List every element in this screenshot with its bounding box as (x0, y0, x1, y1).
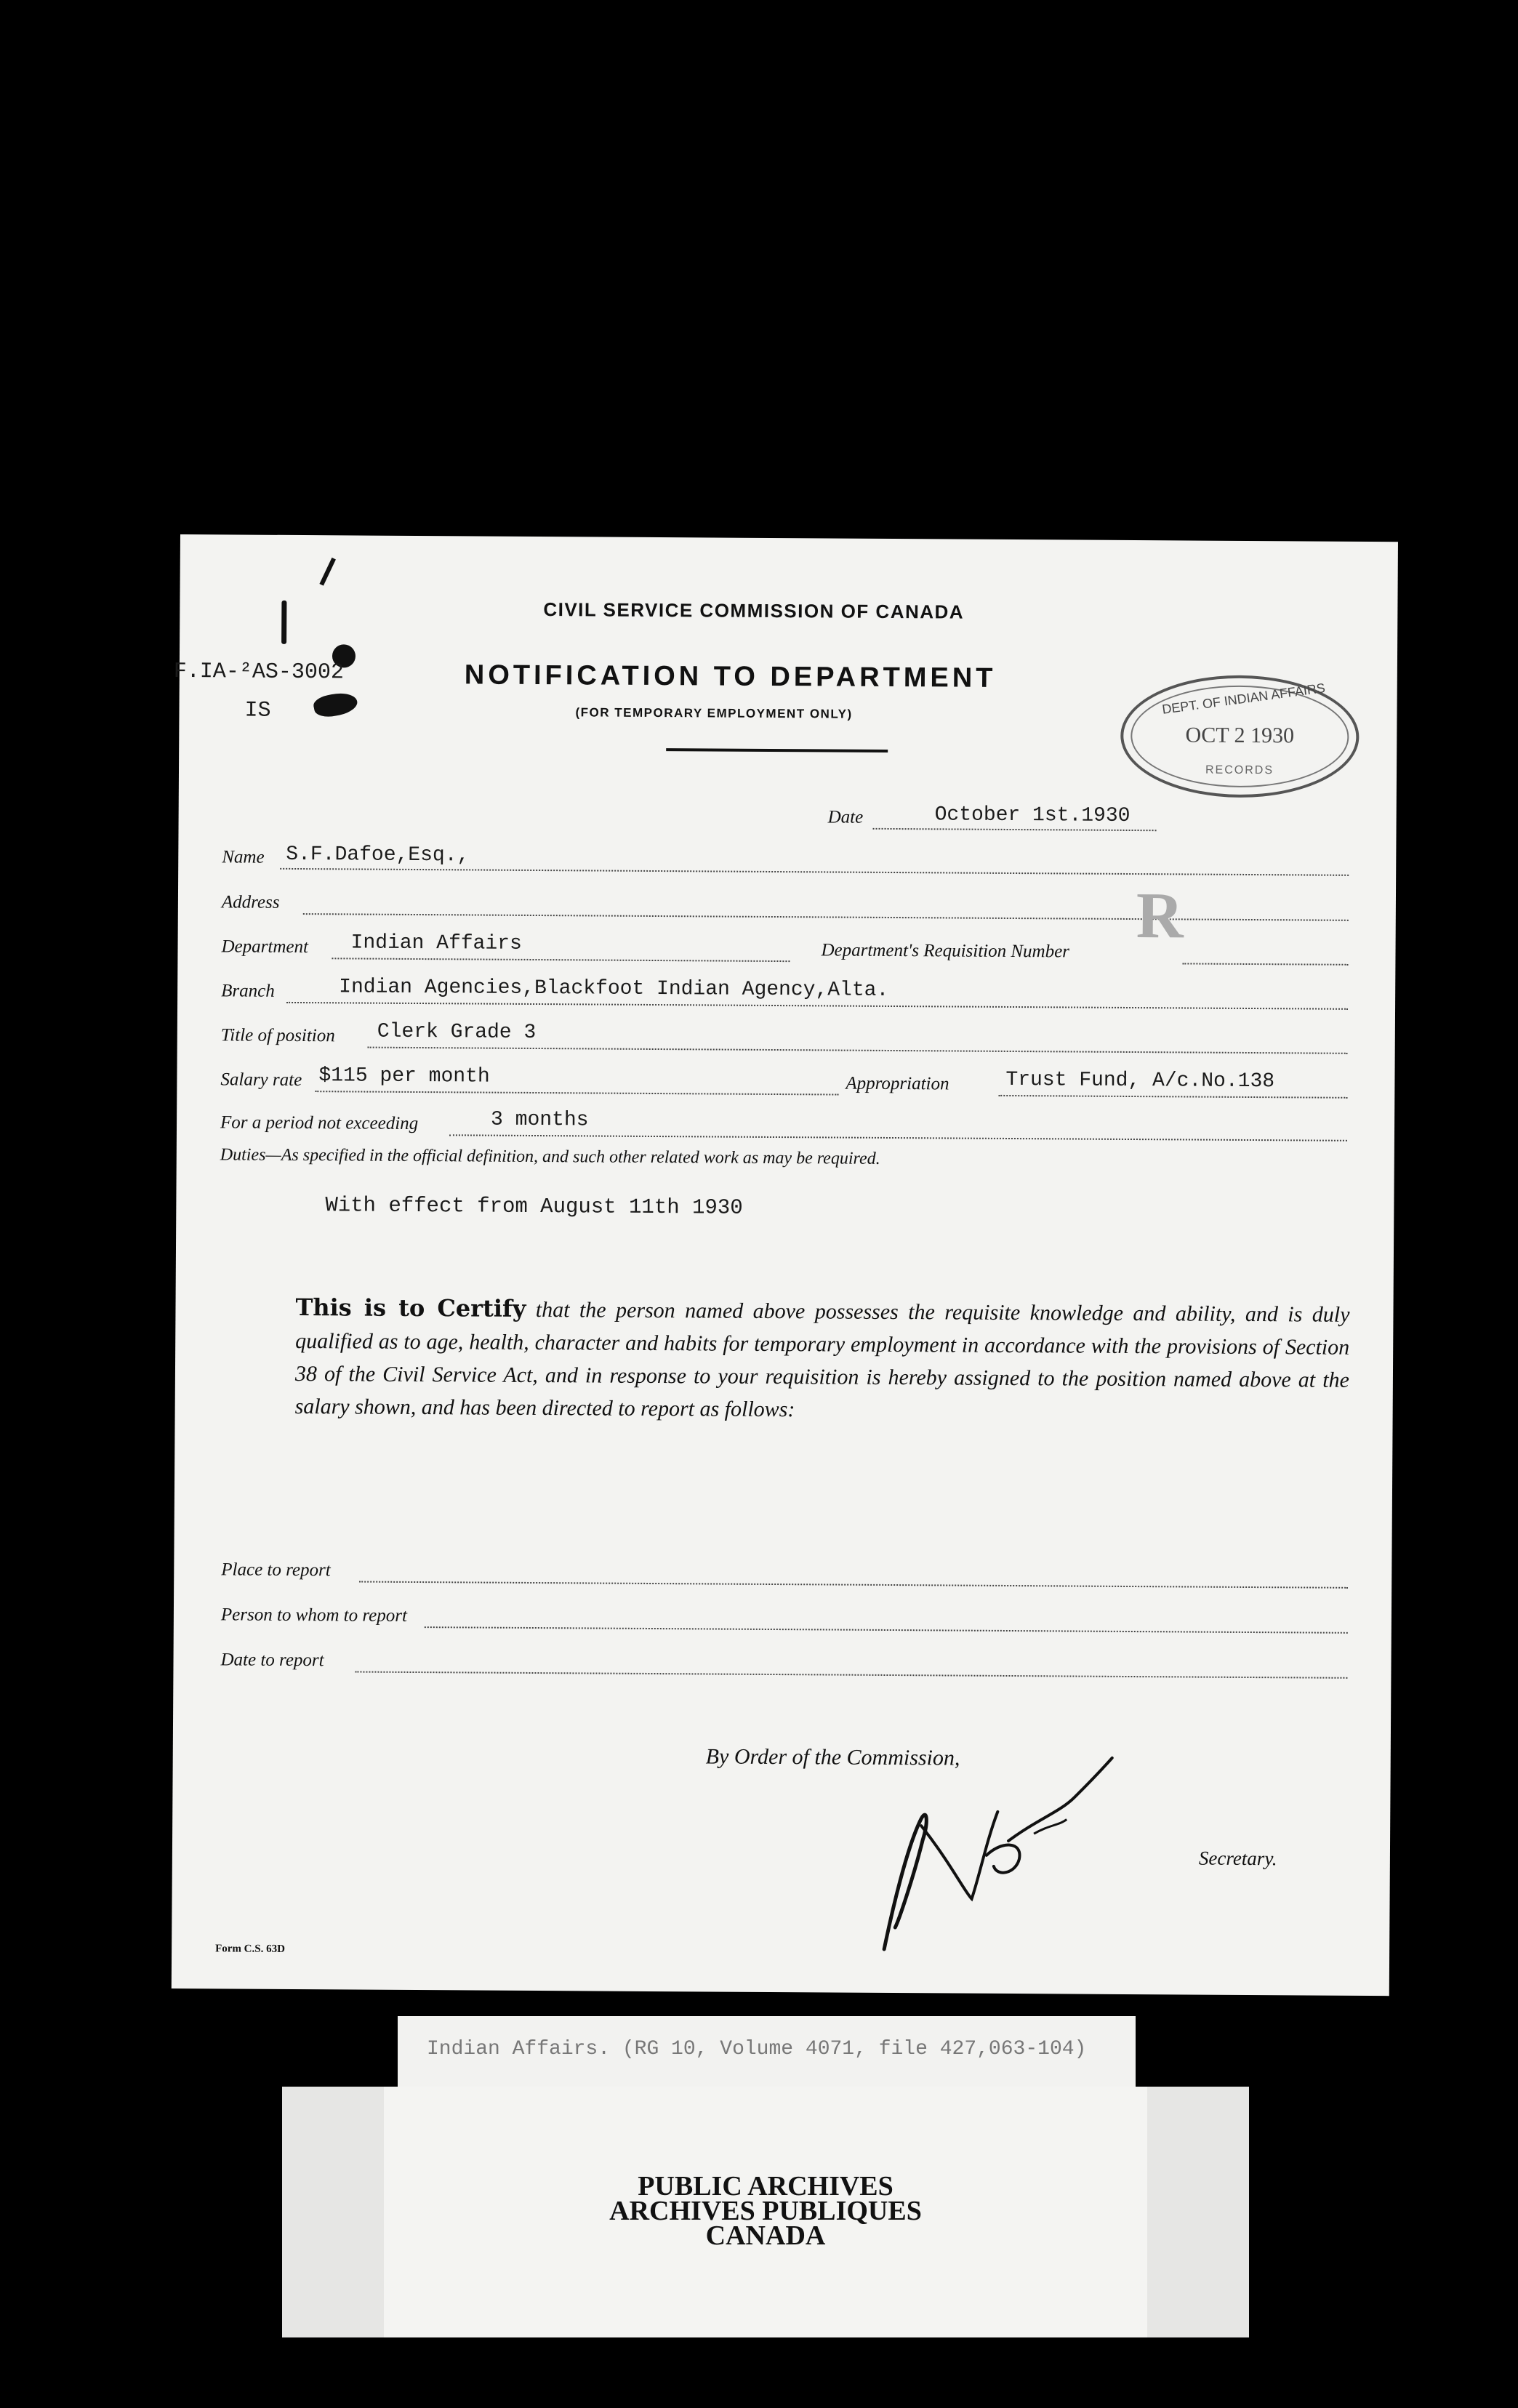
duties-text: Duties—As specified in the official definition, and such other related work as may be required. (220, 1145, 880, 1168)
commission-name: CIVIL SERVICE COMMISSION OF CANADA (543, 598, 965, 623)
pencil-mark (281, 601, 286, 644)
archive-line-2: ARCHIVES PUBLIQUES (609, 2196, 922, 2226)
appropriation-label: Appropriation (846, 1073, 949, 1094)
archive-reference-label (398, 2016, 1136, 2087)
form-title: NOTIFICATION TO DEPARTMENT (464, 659, 997, 694)
department-label: Department (221, 936, 309, 958)
stamp-department: DEPT. OF INDIAN AFFAIRS (1161, 680, 1326, 717)
notification-form (172, 534, 1398, 1996)
header-rule (666, 748, 888, 752)
stamp-date: OCT 2 1930 (1185, 723, 1295, 748)
name-value: S.F.Dafoe,Esq., (286, 843, 470, 867)
ink-blot (312, 690, 359, 720)
certify-heading: This is to Certify (295, 1293, 526, 1323)
appropriation-value: Trust Fund, A/c.No.138 (1005, 1068, 1275, 1093)
effect-date: With effect from August 11th 1930 (325, 1193, 743, 1220)
requisition-label: Department's Requisition Number (821, 940, 1070, 962)
by-order-text: By Order of the Commission, (705, 1744, 960, 1770)
secretary-label: Secretary. (1198, 1847, 1277, 1870)
title-label: Title of position (220, 1025, 335, 1046)
salary-label: Salary rate (220, 1069, 302, 1091)
archive-reference: Indian Affairs. (RG 10, Volume 4071, file 427,063-104) (427, 2038, 1087, 2060)
department-value: Indian Affairs (350, 931, 522, 955)
received-stamp (1120, 675, 1360, 798)
stamp-records: RECORDS (1205, 763, 1274, 777)
form-number: Form C.S. 63D (215, 1943, 285, 1955)
pencil-mark (319, 558, 336, 586)
report-date-label: Date to report (220, 1650, 324, 1671)
period-value: 3 months (490, 1108, 589, 1132)
filing-mark: R (1136, 880, 1184, 952)
public-archives-card (282, 2087, 1249, 2337)
address-label: Address (221, 892, 280, 912)
archive-line-1: PUBLIC ARCHIVES (638, 2171, 893, 2202)
date-value: October 1st.1930 (934, 803, 1131, 827)
title-value: Clerk Grade 3 (377, 1020, 537, 1045)
reference-suffix: IS (244, 698, 271, 723)
salary-value: $115 per month (318, 1064, 490, 1088)
signature (840, 1731, 1147, 1980)
certify-body: that the person named above possesses the requisite knowledge and ability, and is duly qualified as to age, health, character and habits for temporary employment in accordance with the provisions of Section 38 of the Civil Service Act, and in response to your requisition is hereby assigned to the position named above at the salary shown, and has been directed to report as follows: (294, 1297, 1350, 1422)
branch-label: Branch (221, 981, 275, 1001)
name-label: Name (222, 847, 265, 867)
period-label: For a period not exceeding (220, 1112, 419, 1134)
date-label: Date (827, 807, 864, 827)
form-subtitle: (FOR TEMPORARY EMPLOYMENT ONLY) (575, 705, 853, 721)
archive-line-3: CANADA (705, 2220, 826, 2251)
place-label: Place to report (221, 1560, 331, 1581)
branch-value: Indian Agencies,Blackfoot Indian Agency,Alta. (339, 976, 889, 1002)
person-label: Person to whom to report (220, 1605, 408, 1626)
reference-number: F.IA-²AS-3002 (173, 659, 344, 686)
certification-text (295, 1291, 1350, 1429)
